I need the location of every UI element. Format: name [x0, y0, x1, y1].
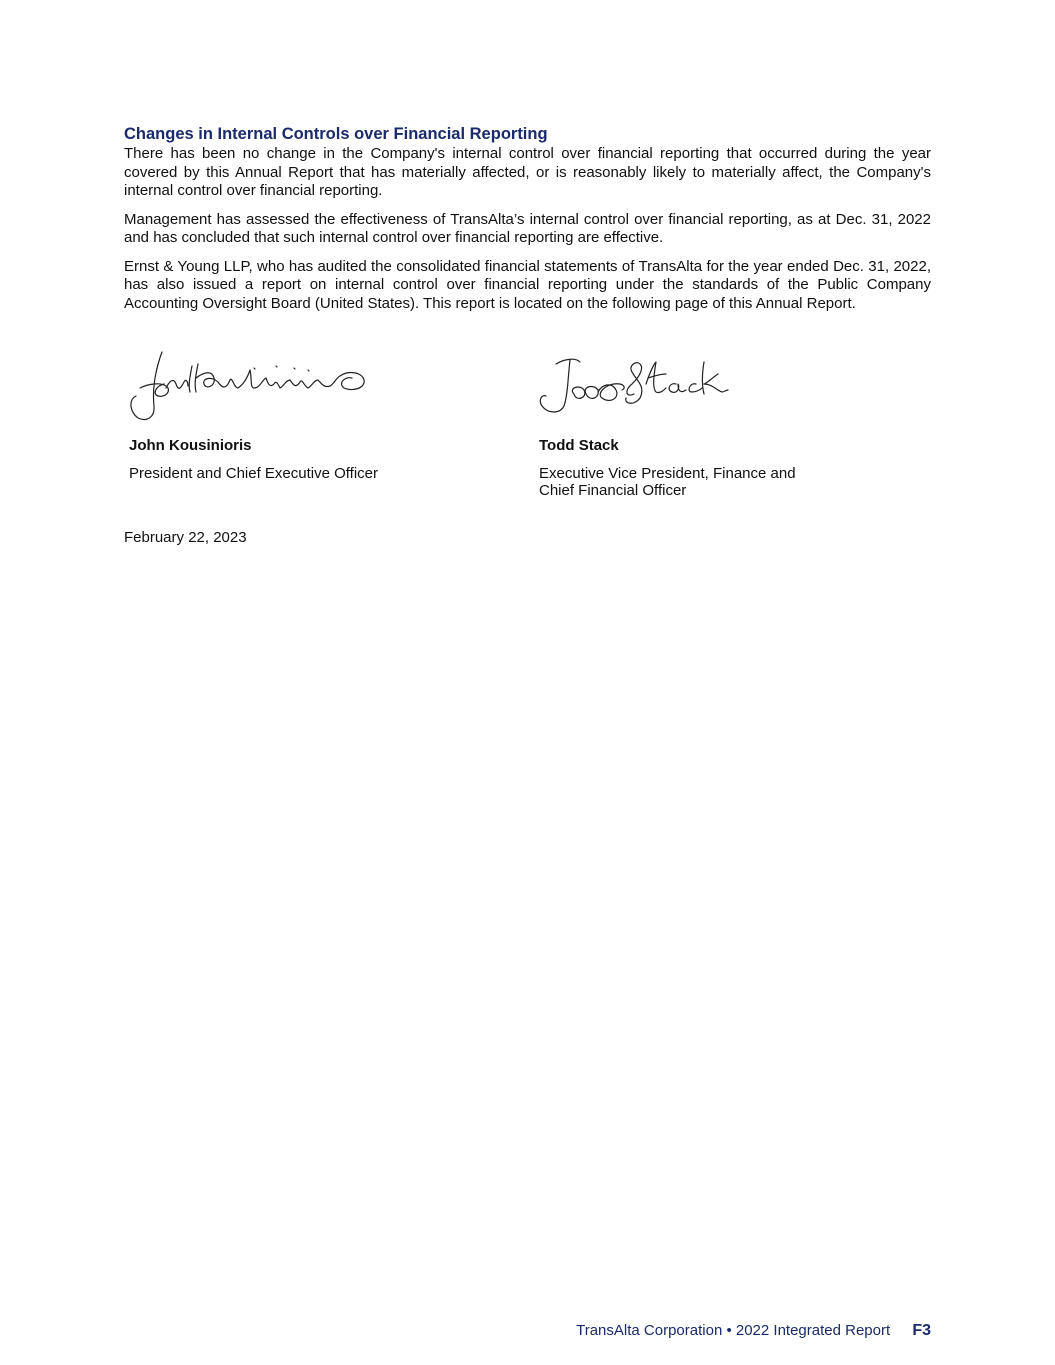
paragraph-assessment: Management has assessed the effectiveness of TransAlta’s internal control over financial reporting, as at Dec. 31, 2022 and has concluded that such internal control over financial reporting are effective. [124, 210, 931, 246]
report-date: February 22, 2023 [124, 529, 247, 546]
signer-title-line: President and Chief Executive Officer [129, 465, 379, 482]
signature-todd-stack [536, 354, 731, 418]
paragraph-auditor: Ernst & Young LLP, who has audited the consolidated financial statements of TransAlta for the year ended Dec. 31, 2022, has also issued a report on internal control over financial reporting under the standards of the Public Company Accounting Oversight Board (United States). This report is located on the following page of this Annual Report. [124, 257, 931, 312]
signer-title-todd [539, 466, 869, 499]
signer-name-todd: Todd Stack [539, 437, 619, 454]
footer-report-name: TransAlta Corporation • 2022 Integrated Report [576, 1322, 891, 1339]
signer-title-john [129, 466, 459, 483]
page-footer [576, 1322, 931, 1340]
paragraph-no-change: There has been no change in the Company's internal control over financial reporting that occurred during the year covered by this Annual Report that has materially affected, or is reasonably likely to materially affect, the Company's internal control over financial reporting. [124, 145, 931, 199]
signature-john-kousinioris [126, 348, 371, 426]
signer-name-john: John Kousinioris [129, 437, 252, 454]
page-number: F3 [912, 1322, 931, 1339]
signer-title-line: Chief Financial Officer [539, 481, 687, 499]
signer-title-line: Executive Vice President, Finance and [539, 465, 796, 482]
section-heading: Changes in Internal Controls over Financial Reporting [124, 125, 548, 143]
internal-controls-section [124, 124, 931, 323]
